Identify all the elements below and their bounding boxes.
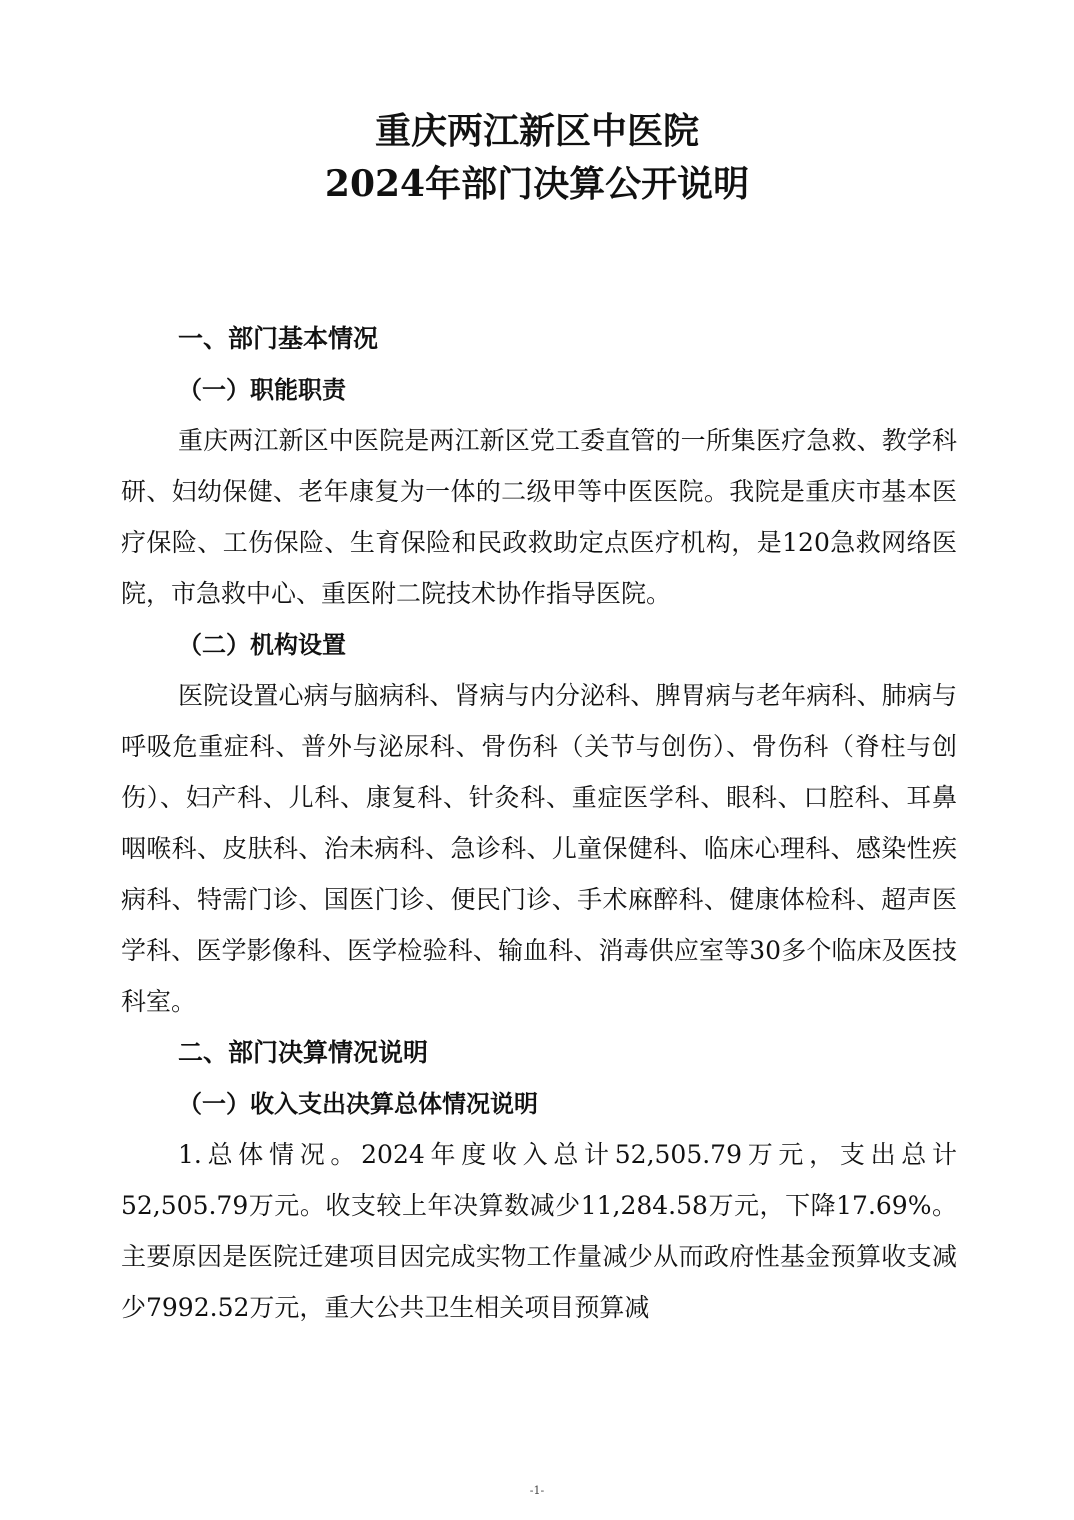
section1-heading: 一、部门基本情况: [178, 324, 379, 353]
section2-heading: 二、部门决算情况说明: [178, 1038, 429, 1067]
document-body: [121, 313, 957, 1333]
section1-sub2-paragraph: 医院设置心病与脑病科、肾病与内分泌科、脾胃病与老年病科、肺病与呼吸危重症科、普外与泌尿科、骨伤科（关节与创伤）、骨伤科（脊柱与创伤）、妇产科、儿科、康复科、针灸科、重症医学科、眼科、口腔科、耳鼻咽喉科、皮肤科、治未病科、急诊科、儿童保健科、临床心理科、感染性疾病科、特需门诊、国医门诊、便民门诊、手术麻醉科、健康体检科、超声医学科、医学影像科、医学检验科、输血科、消毒供应室等30多个临床及医技科室。: [121, 681, 957, 1016]
document-title-line2: 2024年部门决算公开说明: [324, 163, 750, 205]
section2-sub1-paragraph: 1.总体情况。2024年度收入总计52,505.79万元，支出总计52,505.79万元。收支较上年决算数减少11,284.58万元，下降17.69%。主要原因是医院迁建项目因完成实物工作量减少从而政府性基金预算收支减少7992.52万元，重大公共卫生相关项目预算减: [121, 1140, 957, 1322]
section1-sub1-heading: （一）职能职责: [178, 375, 346, 404]
page-number: -1-: [529, 1484, 545, 1497]
section1-sub2-heading: （二）机构设置: [178, 630, 346, 659]
document-title-line1: 重庆两江新区中医院: [374, 110, 699, 152]
section1-sub1-paragraph: 重庆两江新区中医院是两江新区党工委直管的一所集医疗急救、教学科研、妇幼保健、老年康复为一体的二级甲等中医医院。我院是重庆市基本医疗保险、工伤保险、生育保险和民政救助定点医疗机构，是120急救网络医院，市急救中心、重医附二院技术协作指导医院。: [121, 426, 957, 608]
section2-sub1-heading: （一）收入支出决算总体情况说明: [178, 1089, 538, 1118]
